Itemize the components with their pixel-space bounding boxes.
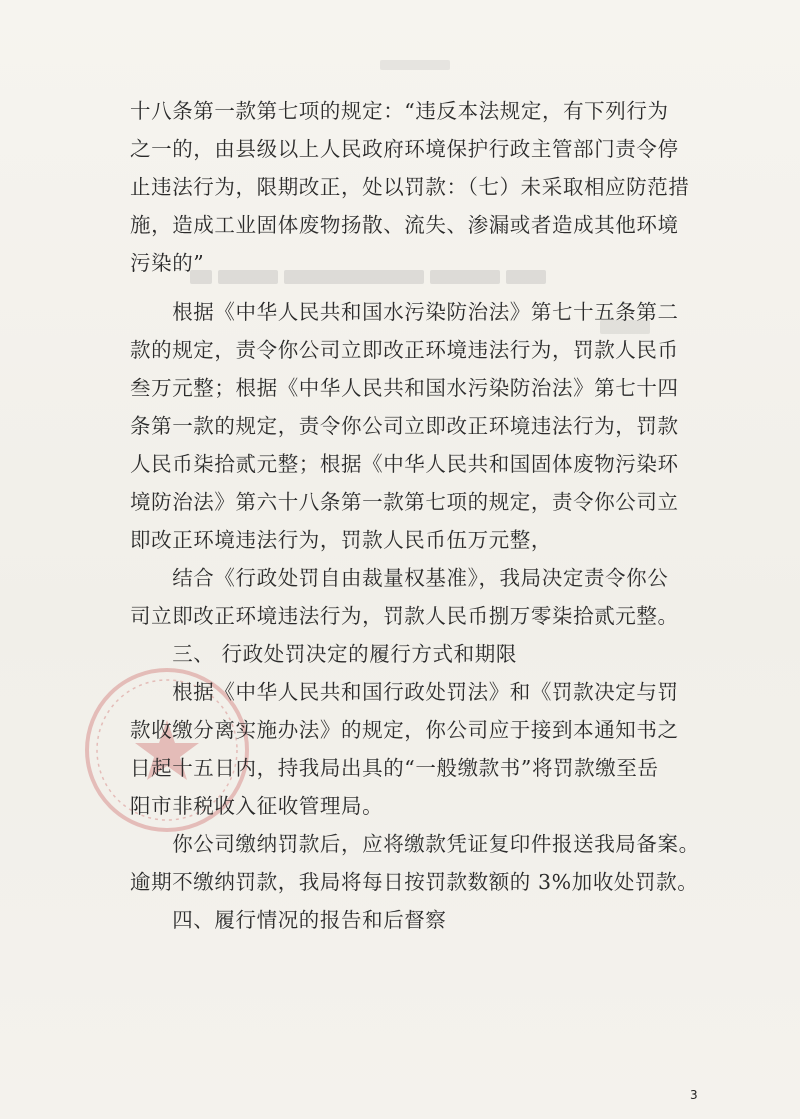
body-line: 人民币柒拾贰元整；根据《中华人民共和国固体废物污染环 <box>130 452 679 476</box>
body-line: 之一的，由县级以上人民政府环境保护行政主管部门责令停 <box>130 137 679 161</box>
body-line: 阳市非税收入征收管理局。 <box>130 794 384 818</box>
show-through-mark <box>380 60 450 70</box>
document-body <box>130 92 710 939</box>
section-heading-3: 三、 行政处罚决定的履行方式和期限 <box>130 642 517 666</box>
body-line: 止违法行为，限期改正，处以罚款：（七）未采取相应防范措 <box>130 175 690 199</box>
body-line: 你公司缴纳罚款后，应将缴款凭证复印件报送我局备案。 <box>130 832 700 856</box>
body-line: 结合《行政处罚自由裁量权基准》，我局决定责令你公 <box>130 566 669 590</box>
blank-line <box>130 282 710 293</box>
page-number: 3 <box>690 1088 698 1102</box>
body-line: 即改正环境违法行为，罚款人民币伍万元整， <box>130 528 552 552</box>
body-line: 根据《中华人民共和国行政处罚法》和《罚款决定与罚 <box>130 680 679 704</box>
body-line: 境防治法》第六十八条第一款第七项的规定，责令你公司立 <box>130 490 679 514</box>
body-line: 污染的” <box>130 251 205 275</box>
body-line: 施，造成工业固体废物扬散、流失、渗漏或者造成其他环境 <box>130 213 679 237</box>
body-line: 款收缴分离实施办法》的规定，你公司应于接到本通知书之 <box>130 718 679 742</box>
body-line: 十八条第一款第七项的规定：“违反本法规定，有下列行为 <box>130 99 669 123</box>
body-line: 款的规定，责令你公司立即改正环境违法行为，罚款人民币 <box>130 338 679 362</box>
body-line: 条第一款的规定，责令你公司立即改正环境违法行为，罚款 <box>130 414 679 438</box>
body-line: 逾期不缴纳罚款，我局将每日按罚款数额的 3%加收处罚款。 <box>130 870 699 894</box>
body-line: 叁万元整；根据《中华人民共和国水污染防治法》第七十四 <box>130 376 679 400</box>
section-heading-4: 四、履行情况的报告和后督察 <box>130 908 447 932</box>
body-line: 日起十五日内，持我局出具的“一般缴款书”将罚款缴至岳 <box>130 756 659 780</box>
body-line: 根据《中华人民共和国水污染防治法》第七十五条第二 <box>130 300 679 324</box>
body-line: 司立即改正环境违法行为，罚款人民币捌万零柒拾贰元整。 <box>130 604 679 628</box>
